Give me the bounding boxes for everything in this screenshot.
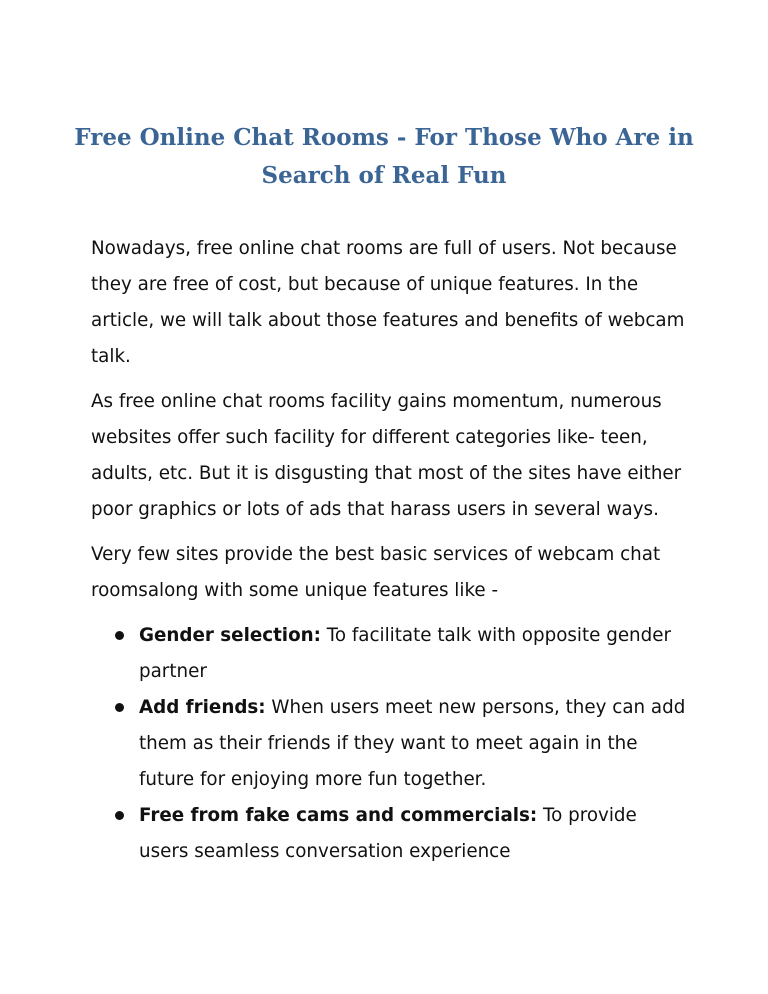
document-body bbox=[91, 231, 691, 870]
bullet-icon bbox=[115, 631, 124, 640]
paragraph: Nowadays, free online chat rooms are full of users. Not because they are free of cost, but because of unique features. In the article, we will talk about those features and benefits of webcam talk. bbox=[91, 238, 685, 367]
list-item bbox=[91, 798, 691, 870]
list-item bbox=[91, 690, 691, 798]
bullet-icon bbox=[115, 811, 124, 820]
list-item-heading: Gender selection: bbox=[139, 625, 321, 646]
list-item-text: When users meet new persons, they can add them as their friends if they want to meet again in the future for enjoying more fun together. bbox=[139, 697, 686, 790]
list-item-text: To facilitate talk with opposite gender partner bbox=[139, 625, 672, 682]
list-item-heading: Free from fake cams and commercials: bbox=[139, 805, 538, 826]
list-item-heading: Add friends: bbox=[139, 697, 266, 718]
paragraph: As free online chat rooms facility gains momentum, numerous websites offer such facility for different categories like- teen, adults, etc. But it is disgusting that most of the sites have either poor graphics or lots of ads that harass users in several ways. bbox=[91, 391, 682, 520]
bullet-icon bbox=[115, 703, 124, 712]
paragraph: Very few sites provide the best basic services of webcam chat roomsalong with some unique features like - bbox=[91, 544, 661, 601]
list-item bbox=[91, 618, 691, 690]
list-item-text: To provide users seamless conversation experience bbox=[139, 805, 637, 862]
document-title: Free Online Chat Rooms - For Those Who Are in Search of Real Fun bbox=[74, 124, 694, 189]
feature-list bbox=[91, 618, 691, 870]
